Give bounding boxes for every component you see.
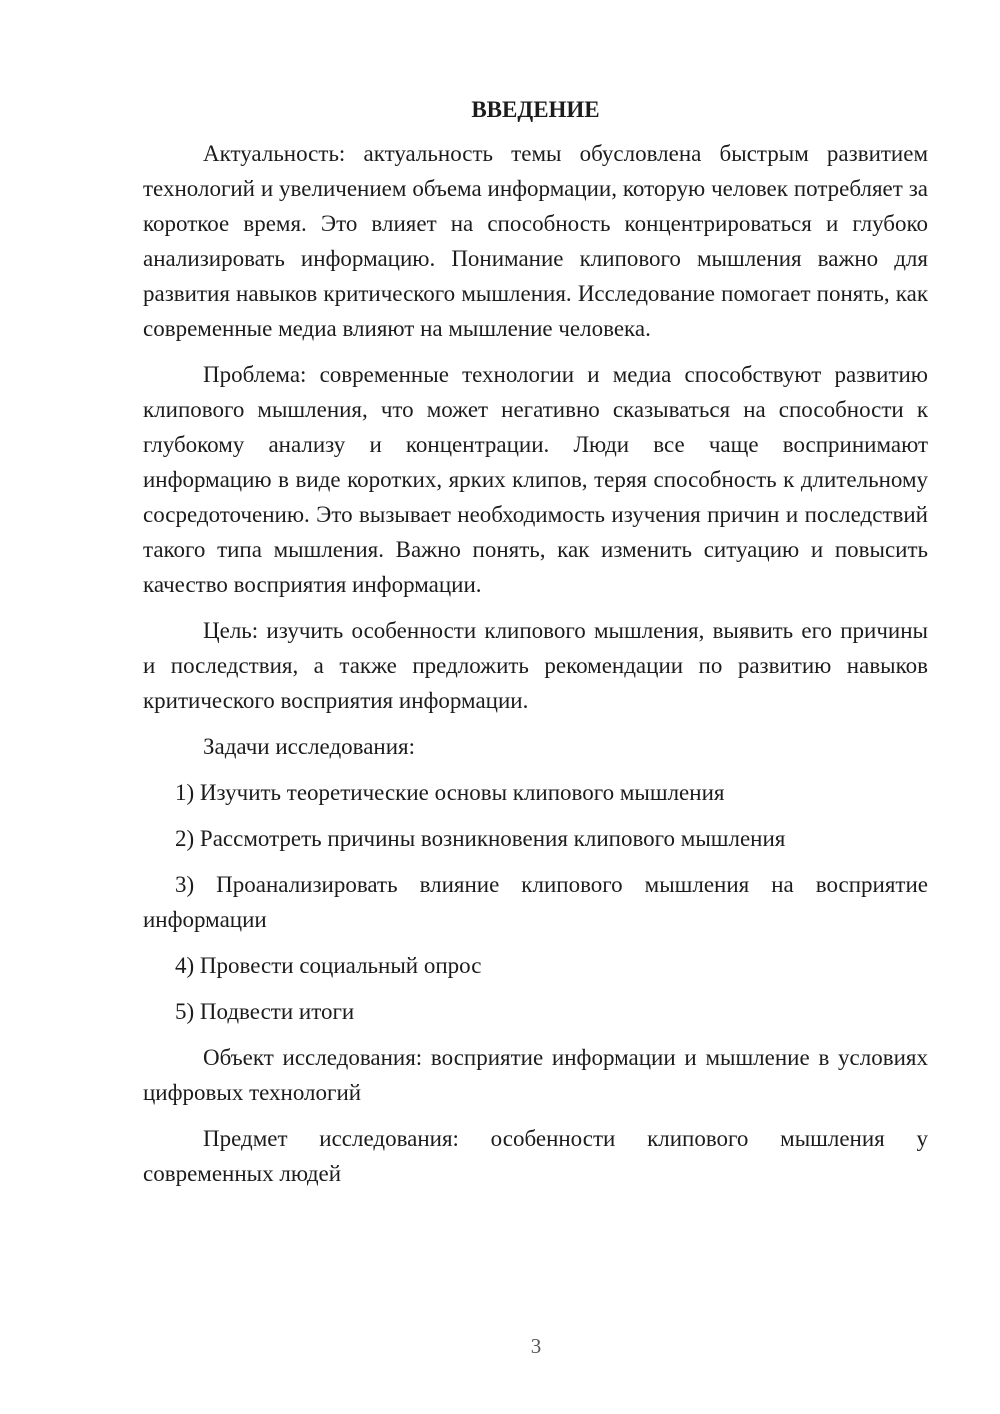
page-number: 3	[530, 1334, 542, 1358]
object-paragraph: Объект исследования: восприятие информации и мышление в условиях цифровых технологий	[143, 1045, 928, 1105]
goal-paragraph: Цель: изучить особенности клипового мышления, выявить его причины и последствия, а также предложить рекомендации по развитию навыков критического восприятия информации.	[143, 618, 928, 713]
relevance-paragraph: Актуальность: актуальность темы обусловлена быстрым развитием технологий и увеличением объема информации, которую человек потребляет за короткое время. Это влияет на способность концентрироваться и глубоко анализировать информацию. Понимание клипового мышления важно для развития навыков критического мышления. Исследование помогает понять, как современные медиа влияют на мышление человека.	[143, 141, 928, 341]
section-heading: ВВЕДЕНИЕ	[471, 97, 600, 122]
task-item-1: 1) Изучить теоретические основы клипового мышления	[175, 780, 725, 805]
subject-paragraph: Предмет исследования: особенности клипового мышления у современных людей	[143, 1126, 928, 1186]
task-item-3: 3) Проанализировать влияние клипового мышления на восприятие информации	[143, 872, 928, 932]
task-item-4: 4) Провести социальный опрос	[175, 953, 482, 978]
task-item-2: 2) Рассмотреть причины возникновения клипового мышления	[175, 826, 786, 851]
page-content	[143, 94, 928, 1202]
problem-paragraph: Проблема: современные технологии и медиа способствуют развитию клипового мышления, что может негативно сказываться на способности к глубокому анализу и концентрации. Люди все чаще воспринимают информацию в виде коротких, ярких клипов, теряя способность к длительному сосредоточению. Это вызывает необходимость изучения причин и последствий такого типа мышления. Важно понять, как изменить ситуацию и повысить качество восприятия информации.	[143, 362, 928, 597]
tasks-title: Задачи исследования:	[203, 734, 416, 759]
task-item-5: 5) Подвести итоги	[175, 999, 355, 1024]
